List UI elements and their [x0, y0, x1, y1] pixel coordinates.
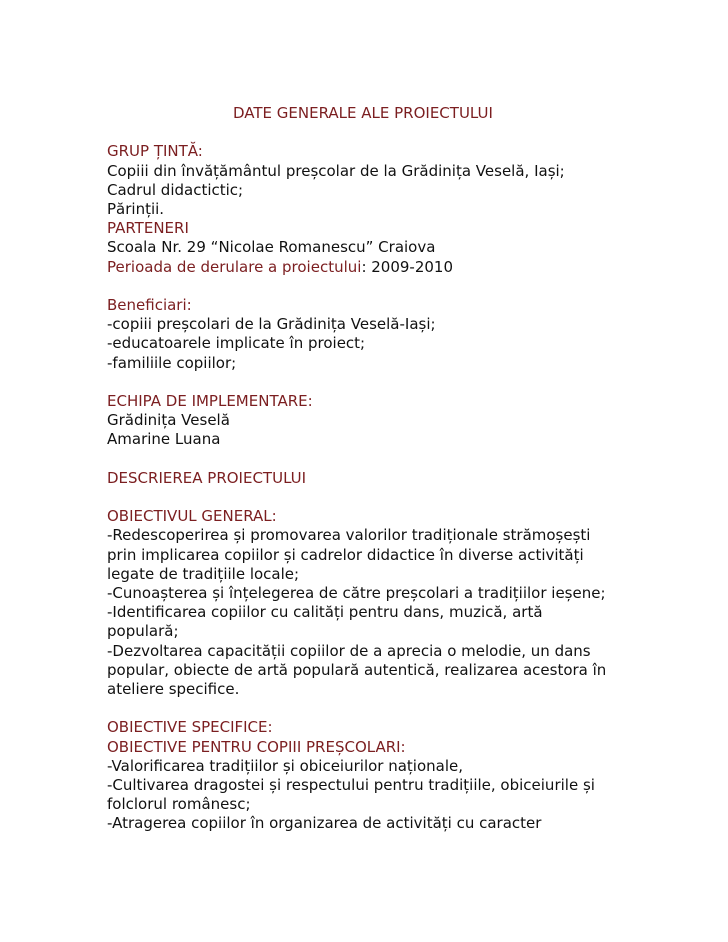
beneficiaries-line: -copiii preșcolari de la Grădinița Veselă-Iași; [107, 315, 436, 334]
target-group-line: Părinții. [107, 199, 165, 218]
implementation-team-line: Amarine Luana [107, 430, 221, 449]
beneficiaries-heading: Beneficiari: [107, 295, 192, 314]
partners-heading: PARTENERI [107, 219, 189, 238]
beneficiaries-line: -familiile copiilor; [107, 353, 237, 372]
general-objective-line: populară; [107, 622, 179, 641]
project-period-label: Perioada de derulare a proiectului [107, 257, 362, 276]
implementation-team-line: Grădinița Veselă [107, 411, 230, 430]
general-objective-line: legate de tradițiile locale; [107, 564, 300, 583]
title-spacer [107, 104, 627, 123]
target-group-line: Cadrul didactictic; [107, 180, 244, 199]
section-spacer [107, 123, 627, 142]
project-period-value: : 2009-2010 [361, 257, 454, 276]
target-group-line: Copiii din învățământul preșcolar de la Grădinița Veselă, Iași; [107, 161, 565, 180]
implementation-team-heading: ECHIPA DE IMPLEMENTARE: [107, 391, 313, 410]
section-spacer [107, 699, 627, 718]
specific-objectives-line: folclorul românesc; [107, 795, 251, 814]
general-objective-heading: OBIECTIVUL GENERAL: [107, 507, 277, 526]
project-period [107, 258, 627, 277]
general-objective-line: -Identificarea copiilor cu calități pentru dans, muzică, artă [107, 603, 543, 622]
specific-objectives-line: -Atragerea copiilor în organizarea de activități cu caracter [107, 814, 542, 833]
general-objective-line: -Redescoperirea și promovarea valorilor tradiționale strămoșești [107, 526, 591, 545]
general-objective-line: -Dezvoltarea capacității copiilor de a aprecia o melodie, un dans [107, 641, 591, 660]
section-spacer [107, 277, 627, 296]
target-group-heading: GRUP ȚINTĂ: [107, 142, 203, 161]
beneficiaries-line: -educatoarele implicate în proiect; [107, 334, 366, 353]
project-description-heading: DESCRIEREA PROIECTULUI [107, 468, 307, 487]
general-objective-line: popular, obiecte de artă populară autentică, realizarea acestora în [107, 660, 607, 679]
specific-objectives-line: -Valorificarea tradițiilor și obiceiurilor naționale, [107, 756, 464, 775]
specific-objectives-line: -Cultivarea dragostei și respectului pentru tradițiile, obiceiurile și [107, 776, 595, 794]
general-objective-line: -Cunoașterea și înțelegerea de către preșcolari a tradițiilor ieșene; [107, 583, 606, 602]
specific-objectives-heading: OBIECTIVE SPECIFICE: [107, 718, 273, 737]
general-objective-line: prin implicarea copiilor și cadrelor didactice în diverse activități [107, 545, 584, 564]
preschool-objectives-heading: OBIECTIVE PENTRU COPIII PREȘCOLARI: [107, 737, 406, 756]
partners-line: Scoala Nr. 29 “Nicolae Romanescu” Craiova [107, 238, 436, 257]
section-spacer [107, 488, 627, 507]
section-spacer [107, 450, 627, 469]
document-body [107, 104, 627, 834]
section-spacer [107, 373, 627, 392]
general-objective-line: ateliere specifice. [107, 680, 240, 698]
document-title: DATE GENERALE ALE PROIECTULUI [233, 104, 493, 122]
